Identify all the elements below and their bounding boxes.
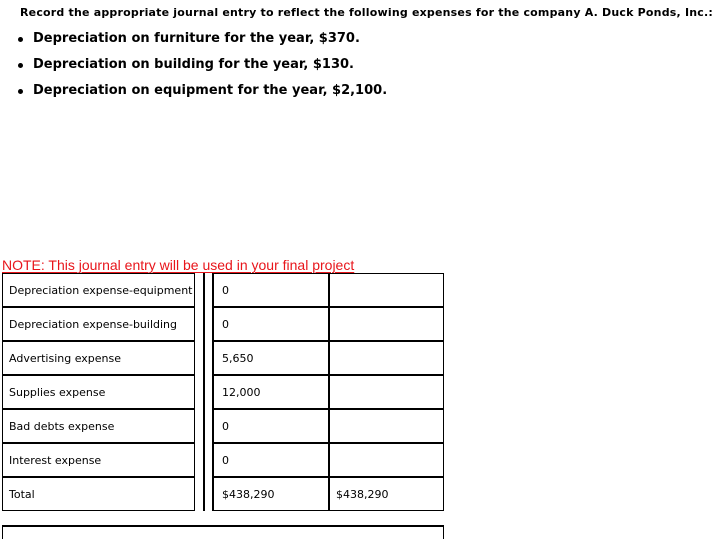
expense-list <box>18 30 387 108</box>
column-gap <box>195 273 212 307</box>
account-cell[interactable]: Advertising expense <box>2 341 195 375</box>
column-gap <box>195 409 212 443</box>
credit-cell[interactable] <box>329 443 444 477</box>
divider <box>203 443 205 477</box>
list-item <box>18 56 387 82</box>
total-debit-cell[interactable]: $438,290 <box>212 477 329 511</box>
account-cell[interactable]: Bad debts expense <box>2 409 195 443</box>
total-row <box>2 477 444 511</box>
expense-text: Depreciation on equipment for the year, $2,100. <box>33 83 388 98</box>
table-row <box>2 443 444 477</box>
list-item <box>18 30 387 56</box>
divider <box>203 341 205 375</box>
divider <box>203 273 205 307</box>
debit-cell[interactable]: 12,000 <box>212 375 329 409</box>
debit-cell[interactable]: 5,650 <box>212 341 329 375</box>
credit-cell[interactable] <box>329 409 444 443</box>
account-cell[interactable]: Supplies expense <box>2 375 195 409</box>
table-row <box>2 375 444 409</box>
table-row <box>2 341 444 375</box>
account-cell[interactable]: Depreciation expense-building <box>2 307 195 341</box>
divider <box>203 409 205 443</box>
bullet-icon <box>18 37 23 42</box>
divider <box>203 477 205 511</box>
divider <box>203 375 205 409</box>
credit-cell[interactable] <box>329 341 444 375</box>
journal-entry-table <box>2 273 444 511</box>
expense-text: Depreciation on furniture for the year, $370. <box>33 31 360 46</box>
account-cell[interactable]: Depreciation expense-equipment <box>2 273 195 307</box>
total-label-cell[interactable]: Total <box>2 477 195 511</box>
column-gap <box>195 341 212 375</box>
column-gap <box>195 443 212 477</box>
list-item <box>18 82 387 108</box>
column-gap <box>195 307 212 341</box>
debit-cell[interactable]: 0 <box>212 409 329 443</box>
expense-text: Depreciation on building for the year, $130. <box>33 57 354 72</box>
bullet-icon <box>18 63 23 68</box>
table-overflow-edge <box>2 525 444 539</box>
credit-cell[interactable] <box>329 307 444 341</box>
credit-cell[interactable] <box>329 273 444 307</box>
project-note: NOTE: This journal entry will be used in your final project <box>2 257 355 273</box>
divider <box>203 307 205 341</box>
bullet-icon <box>18 89 23 94</box>
account-cell[interactable]: Interest expense <box>2 443 195 477</box>
table-row <box>2 273 444 307</box>
question-prompt: Record the appropriate journal entry to reflect the following expenses for the company A. Duck Ponds, Inc.: <box>20 6 713 19</box>
column-gap <box>195 477 212 511</box>
debit-cell[interactable]: 0 <box>212 273 329 307</box>
total-credit-cell[interactable]: $438,290 <box>329 477 444 511</box>
table-row <box>2 409 444 443</box>
column-gap <box>195 375 212 409</box>
table-row <box>2 307 444 341</box>
credit-cell[interactable] <box>329 375 444 409</box>
debit-cell[interactable]: 0 <box>212 443 329 477</box>
debit-cell[interactable]: 0 <box>212 307 329 341</box>
